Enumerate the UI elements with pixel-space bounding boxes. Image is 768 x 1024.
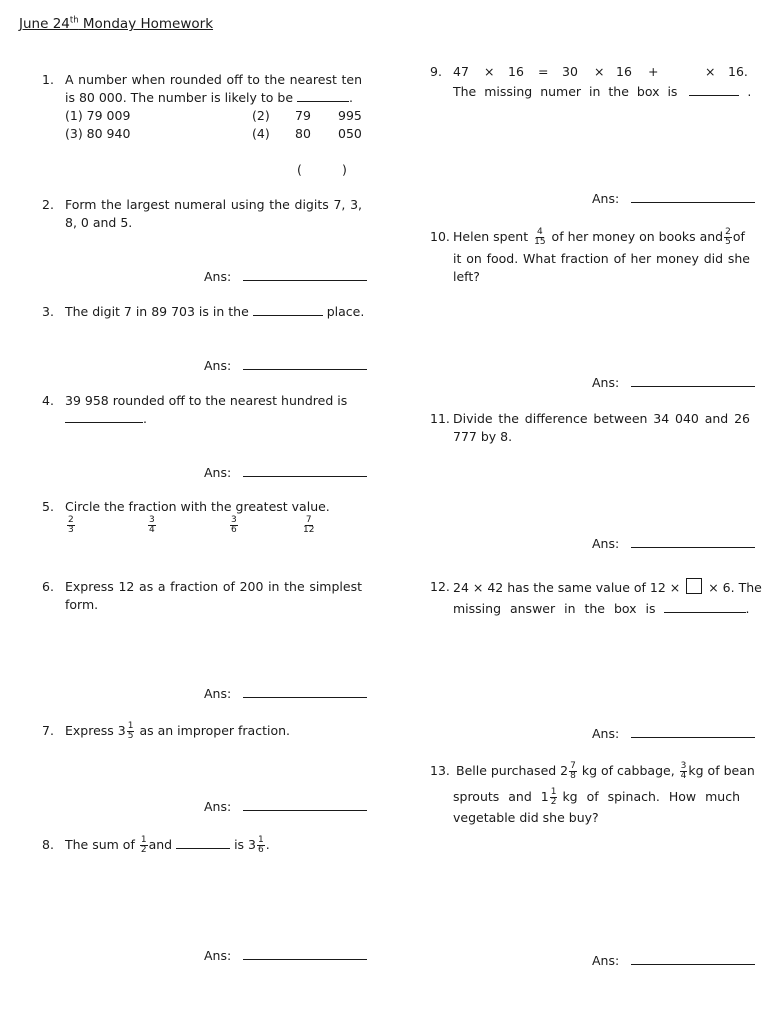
answer-blank[interactable]	[664, 600, 746, 613]
answer-label: Ans:	[592, 375, 620, 390]
answer-label: Ans:	[592, 191, 620, 206]
option-1: (1) 79 009	[65, 108, 131, 123]
equals-sign: =	[538, 64, 549, 79]
question-text: kg of spinach. How much	[562, 789, 740, 804]
answer-line-8[interactable]	[204, 947, 367, 965]
question-number: 6.	[42, 579, 54, 594]
question-number: 3.	[42, 304, 54, 319]
question-number: 9.	[430, 64, 442, 79]
question-text: Circle the fraction with the greatest value.	[65, 499, 330, 514]
option-4-label: (4)	[252, 126, 270, 141]
answer-label: Ans:	[592, 726, 620, 741]
question-text: vegetable did she buy?	[453, 810, 599, 825]
answer-label: Ans:	[204, 269, 232, 284]
period: .	[143, 411, 147, 426]
period: .	[265, 837, 270, 852]
times-sign: ×	[705, 64, 716, 79]
question-text: Divide the difference between 34 040 and 26 777 by 8.	[453, 411, 750, 444]
option-4-value-a: 80	[295, 126, 311, 141]
question-text-and: and	[148, 837, 173, 852]
answer-line-6[interactable]	[204, 685, 367, 703]
question-number: 2.	[42, 197, 54, 212]
question-text: kg of cabbage,	[581, 763, 675, 778]
option-2-label: (2)	[252, 108, 270, 123]
period: .	[745, 601, 750, 616]
question-text: Helen spent	[453, 229, 529, 244]
answer-box[interactable]	[686, 578, 702, 594]
eq-term: 16.	[728, 64, 748, 79]
question-number: 1.	[42, 72, 54, 87]
question-text: it on food. What fraction of her money did she left?	[453, 251, 750, 284]
answer-line-12[interactable]	[592, 725, 755, 743]
question-text: A number when rounded off to the nearest ten is 80 000. The number is likely to be	[65, 72, 362, 105]
answer-line-7[interactable]	[204, 798, 367, 816]
answer-label: Ans:	[204, 799, 232, 814]
option-4-value-b: 050	[338, 126, 362, 141]
fraction: $\frac{4}{15}$	[534, 227, 546, 247]
question-number: 5.	[42, 499, 54, 514]
question-number: 13.	[430, 763, 450, 778]
question-number: 4.	[42, 393, 54, 408]
option-2-value-a: 79	[295, 108, 311, 123]
times-sign: ×	[594, 64, 605, 79]
option-2-value-b: 995	[338, 108, 362, 123]
answer-label: Ans:	[204, 465, 232, 480]
question-text-end: place.	[326, 304, 365, 319]
fraction-option[interactable]: $\frac{3}{4}$	[149, 515, 155, 535]
answer-line-10[interactable]	[592, 374, 755, 392]
question-text: missing answer in the box is	[453, 601, 656, 616]
option-3: (3) 80 940	[65, 126, 131, 141]
question-text: The digit 7 in 89 703 is in the	[65, 304, 249, 319]
bracket-open: (	[297, 162, 302, 177]
question-text: kg of bean	[688, 763, 755, 778]
mixed-fraction: $\frac{1}{6}$	[258, 835, 264, 855]
answer-line-13[interactable]	[592, 952, 755, 970]
period: .	[747, 84, 752, 99]
question-text: × 6. The	[708, 580, 762, 595]
question-text: sprouts and 1	[453, 789, 549, 804]
question-text: Express 3	[65, 723, 126, 738]
question-text: Form the largest numeral using the digits 7, 3, 8, 0 and 5.	[65, 197, 362, 230]
eq-term: 16	[508, 64, 524, 79]
fraction-option[interactable]: $\frac{3}{6}$	[231, 515, 237, 535]
question-number: 10.	[430, 229, 450, 244]
question-number: 11.	[430, 411, 450, 426]
question-number: 12.	[430, 579, 450, 594]
answer-line-2[interactable]	[204, 268, 367, 286]
question-number: 7.	[42, 723, 54, 738]
question-text: The missing numer in the box is	[453, 84, 678, 99]
eq-term: 16	[616, 64, 632, 79]
answer-label: Ans:	[204, 948, 232, 963]
answer-blank[interactable]	[253, 303, 323, 316]
mixed-fraction: $\frac{7}{8}$	[570, 761, 576, 781]
question-text: 24 × 42 has the same value of 12 ×	[453, 580, 681, 595]
answer-blank[interactable]	[176, 836, 230, 849]
question-text: Express 12 as a fraction of 200 in the simplest form.	[65, 579, 362, 612]
question-text-end: as an improper fraction.	[139, 723, 290, 738]
answer-label: Ans:	[592, 953, 620, 968]
question-text: Belle purchased 2	[456, 763, 569, 778]
bracket-close: )	[342, 162, 347, 177]
question-number: 8.	[42, 837, 54, 852]
question-text: of her money on books and	[551, 229, 724, 244]
answer-label: Ans:	[204, 686, 232, 701]
answer-label: Ans:	[592, 536, 620, 551]
answer-blank[interactable]	[65, 410, 143, 423]
times-sign: ×	[484, 64, 495, 79]
page-title: June 24th Monday Homework	[19, 15, 214, 32]
mixed-fraction: $\frac{1}{2}$	[550, 787, 557, 807]
answer-line-4[interactable]	[204, 464, 367, 482]
answer-line-11[interactable]	[592, 535, 755, 553]
fraction-option[interactable]: $\frac{2}{3}$	[68, 515, 74, 535]
answer-line-3[interactable]	[204, 357, 367, 375]
mixed-fraction: $\frac{1}{5}$	[127, 721, 134, 741]
eq-term: 30	[562, 64, 578, 79]
fraction-option[interactable]: $\frac{7}{12}$	[303, 515, 315, 535]
answer-label: Ans:	[204, 358, 232, 373]
answer-blank[interactable]	[689, 83, 739, 96]
plus-sign: +	[648, 64, 659, 79]
answer-line-9[interactable]	[592, 190, 755, 208]
question-text: 39 958 rounded off to the nearest hundred is	[65, 393, 348, 408]
fraction: $\frac{2}{5}$	[725, 227, 731, 247]
question-text: The sum of	[65, 837, 135, 852]
fraction: $\frac{3}{4}$	[680, 761, 687, 781]
fraction: $\frac{1}{2}$	[140, 835, 147, 855]
answer-blank[interactable]	[297, 89, 349, 102]
question-text-is: is 3	[234, 837, 256, 852]
eq-term: 47	[453, 64, 469, 79]
question-text: of	[732, 229, 745, 244]
